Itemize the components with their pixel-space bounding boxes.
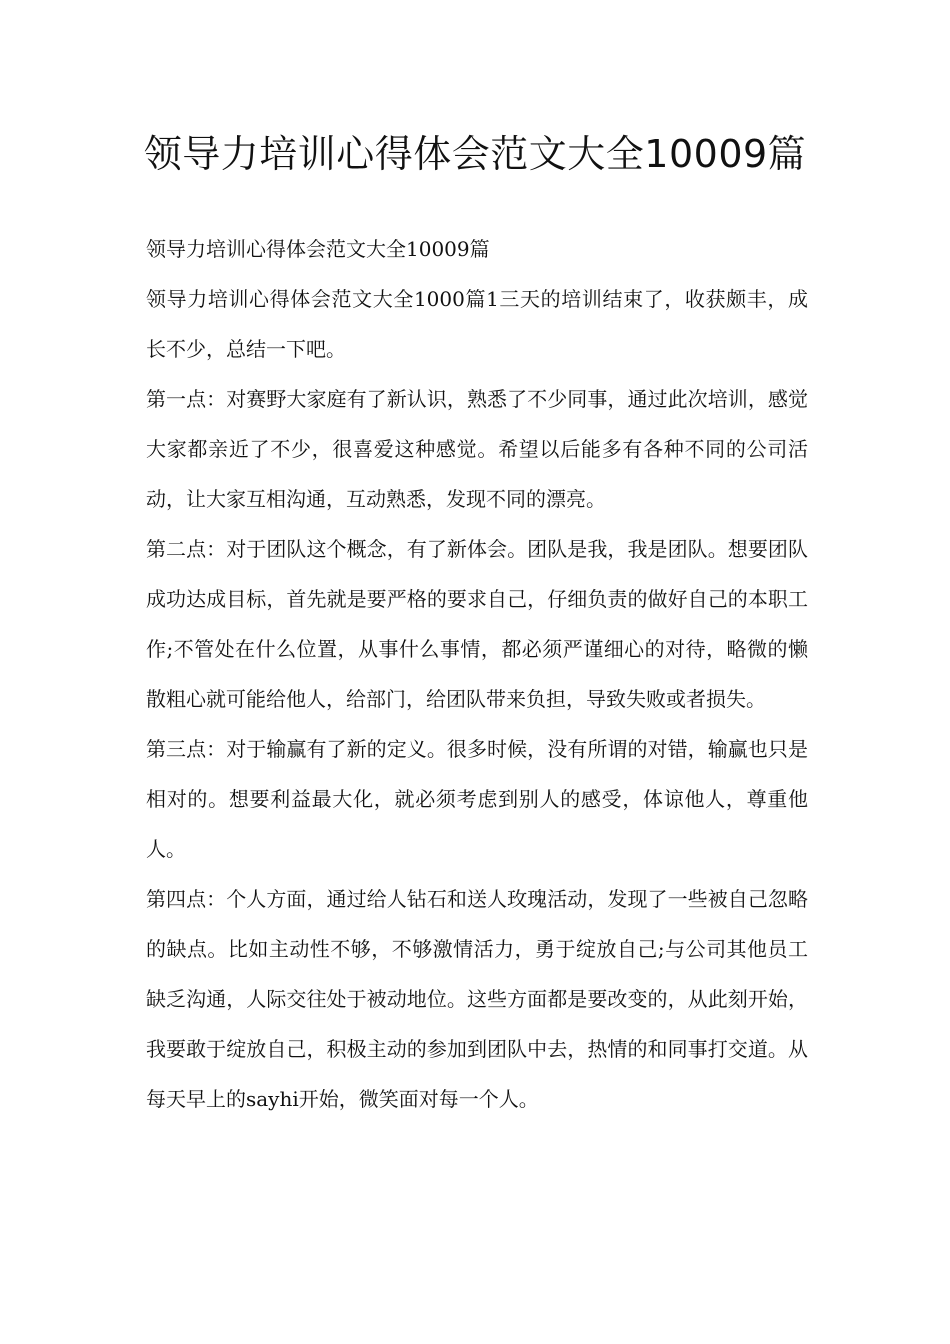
point-one-paragraph: 第一点：对赛野大家庭有了新认识，熟悉了不少同事，通过此次培训，感觉大家都亲近了不少，很喜爱这种感觉。希望以后能多有各种不同的公司活动，让大家互相沟通，互动熟悉，发现不同的漂亮。 <box>146 387 808 511</box>
document-body <box>146 224 808 1124</box>
point-three-paragraph: 第三点：对于输赢有了新的定义。很多时候，没有所谓的对错，输赢也只是相对的。想要利益最大化，就必须考虑到别人的感受，体谅他人，尊重他人。 <box>146 737 808 861</box>
point-four-paragraph: 第四点：个人方面，通过给人钻石和送人玫瑰活动，发现了一些被自己忽略的缺点。比如主动性不够，不够激情活力，勇于绽放自己;与公司其他员工缺乏沟通，人际交往处于被动地位。这些方面都是要改变的，从此刻开始，我要敢于绽放自己，积极主动的参加到团队中去，热情的和同事打交道。从每天早上的sayhi开始，微笑面对每一个人。 <box>146 887 808 1111</box>
point-two-paragraph: 第二点：对于团队这个概念，有了新体会。团队是我，我是团队。想要团队成功达成目标，首先就是要严格的要求自己，仔细负责的做好自己的本职工作;不管处在什么位置，从事什么事情，都必须严谨细心的对待，略微的懒散粗心就可能给他人，给部门，给团队带来负担，导致失败或者损失。 <box>146 537 808 711</box>
intro-paragraph: 领导力培训心得体会范文大全1000篇1三天的培训结束了，收获颇丰，成长不少，总结一下吧。 <box>146 287 808 361</box>
document-title: 领导力培训心得体会范文大全10009篇 <box>143 132 807 176</box>
subtitle-paragraph: 领导力培训心得体会范文大全10009篇 <box>146 237 490 261</box>
